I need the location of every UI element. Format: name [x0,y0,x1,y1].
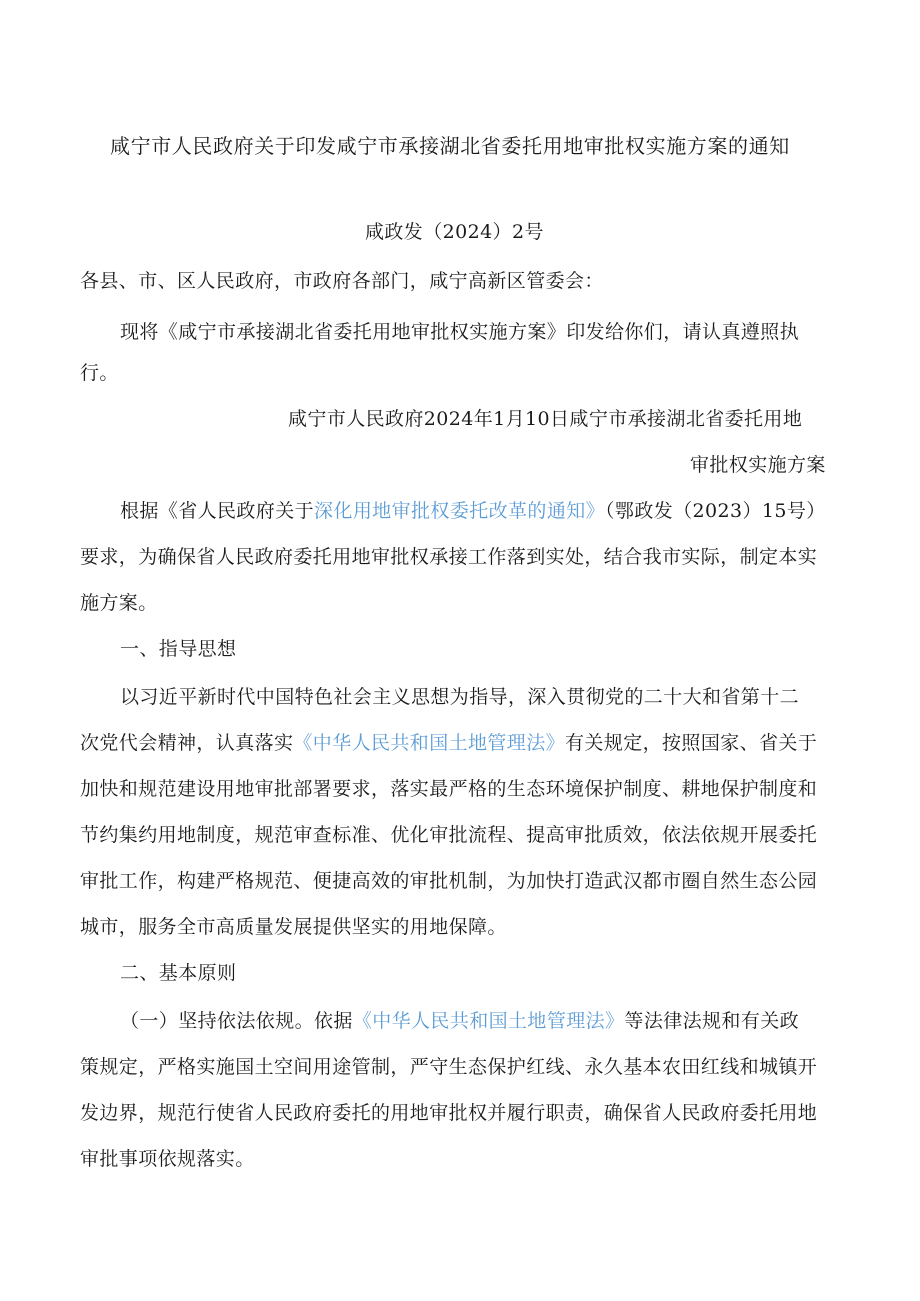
addressees: 各县、市、区人民政府，市政府各部门，咸宁高新区管委会： [80,270,604,292]
signature-line-1: 咸宁市人民政府2024年1月10日咸宁市承接湖北省委托用地 [288,408,803,430]
intro-line-2: 要求，为确保省人民政府委托用地审批权承接工作落到实处，结合我市实际，制定本实 [80,546,818,568]
section-1-line-2 [80,730,817,756]
notice-line-2: 行。 [80,362,119,384]
land-law-link[interactable]: 《中华人民共和国土地管理法》 [293,732,566,754]
section-1-line-6: 城市，服务全市高质量发展提供坚实的用地保障。 [80,916,507,938]
section-2-heading: 二、基本原则 [120,962,237,984]
section-2-item-1-line-1 [120,1008,799,1034]
section-1-heading: 一、指导思想 [120,638,237,660]
section-1-line-2-prefix: 次党代会精神，认真落实 [80,732,294,754]
section-1-line-3: 加快和规范建设用地审批部署要求，落实最严格的生态环境保护制度、耕地保护制度和 [80,778,818,800]
section-2-item-1-prefix: （一）坚持依法依规。依据 [120,1010,353,1032]
section-2-item-1-suffix: 等法律法规和有关政 [624,1010,800,1032]
signature-line-2: 审批权实施方案 [690,454,826,476]
intro-line-3: 施方案。 [80,592,158,614]
section-2-line-3: 发边界，规范行使省人民政府委托的用地审批权并履行职责，确保省人民政府委托用地 [80,1102,818,1124]
intro-prefix: 根据《省人民政府关于 [120,500,315,522]
document-title: 咸宁市人民政府关于印发咸宁市承接湖北省委托用地审批权实施方案的通知 [110,134,790,158]
section-2-line-2: 策规定，严格实施国土空间用途管制，严守生态保护红线、永久基本农田红线和城镇开 [80,1056,818,1078]
section-1-line-2-suffix: 有关规定，按照国家、省关于 [565,732,818,754]
section-1-line-5: 审批工作，构建严格规范、便捷高效的审批机制，为加快打造武汉都市圈自然生态公园 [80,870,818,892]
intro-line-1 [120,498,826,524]
section-1-line-4: 节约集约用地制度，规范审查标准、优化审批流程、提高审批质效，依法依规开展委托 [80,824,818,846]
notice-line-1: 现将《咸宁市承接湖北省委托用地审批权实施方案》印发给你们，请认真遵照执 [120,321,800,343]
intro-link[interactable]: 深化用地审批权委托改革的通知》 [314,500,606,522]
document-number: 咸政发（2024）2号 [365,221,544,243]
section-2-line-4: 审批事项依规落实。 [80,1148,255,1170]
intro-suffix: （鄂政发（2023）15号） [605,500,826,522]
land-law-link-2[interactable]: 《中华人民共和国土地管理法》 [352,1010,625,1032]
section-1-line-1: 以习近平新时代中国特色社会主义思想为指导，深入贯彻党的二十大和省第十二 [120,686,800,708]
